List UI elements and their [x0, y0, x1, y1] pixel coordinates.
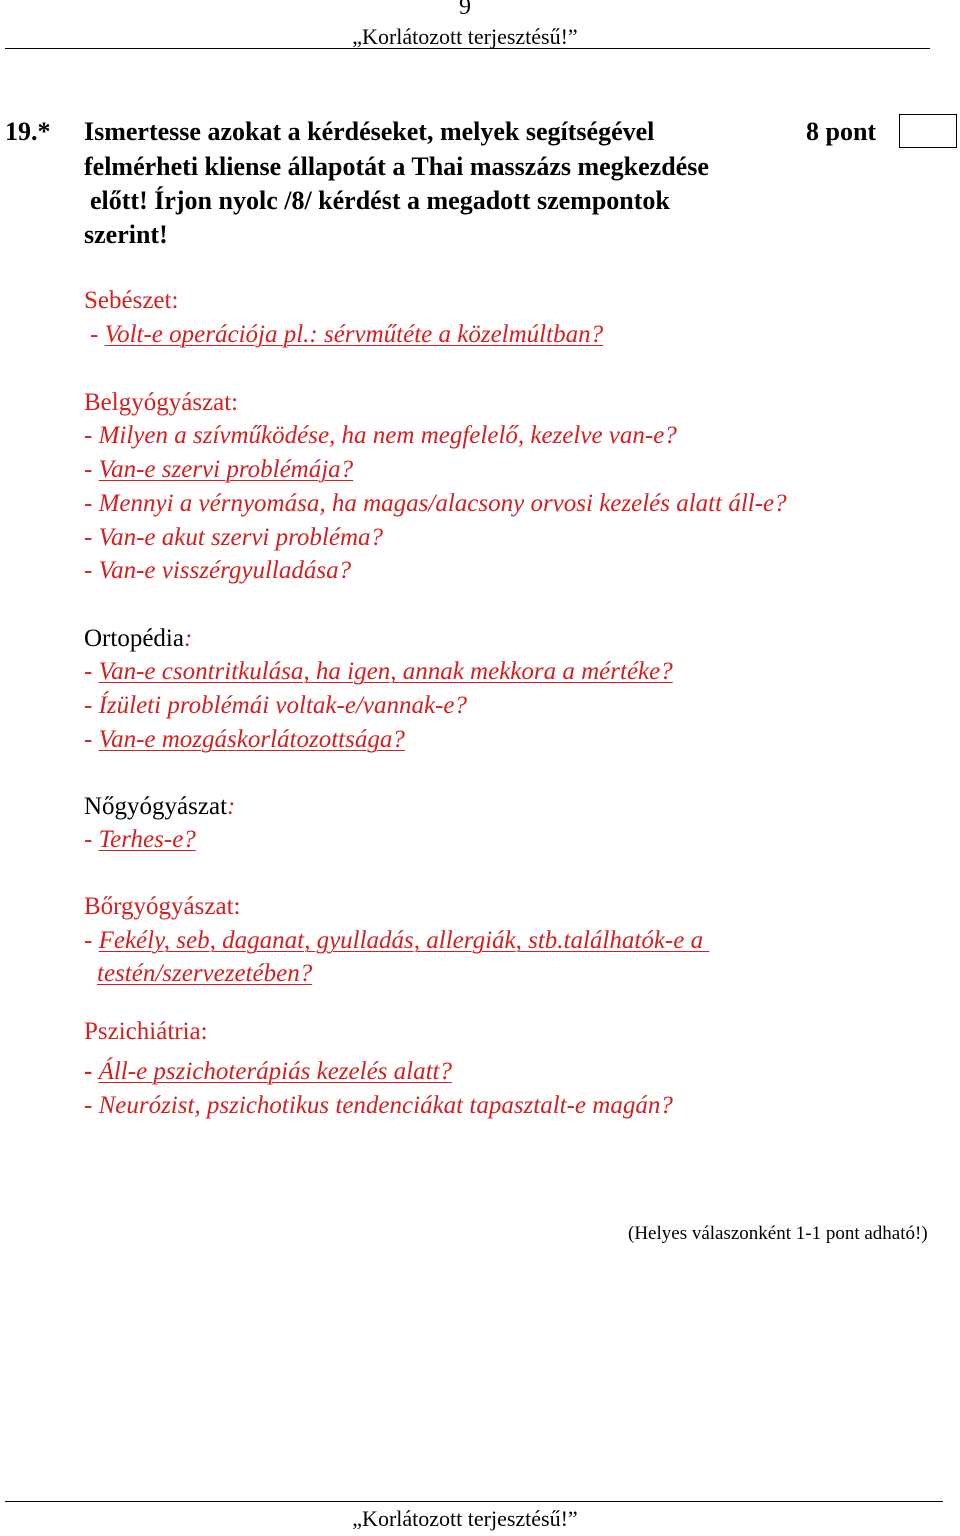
question-text-line-1: Ismertesse azokat a kérdéseket, melyek segítségével: [84, 117, 655, 146]
question-text-line-3: előtt! Írjon nyolc /8/ kérdést a megadott szempontok: [90, 186, 670, 215]
answer-item: - Volt-e operációja pl.: sérvműtéte a közelmúltban?: [90, 321, 604, 348]
scoring-note: (Helyes válaszonként 1-1 pont adható!): [628, 1223, 928, 1244]
answer-item: - Van-e mozgáskorlátozottsága?: [84, 726, 405, 753]
section-heading-text: Ortopédia: [84, 625, 184, 652]
answer-item: - Van-e csontritkulása, ha igen, annak mekkora a mértéke?: [84, 658, 673, 685]
score-box: [899, 114, 957, 148]
answer-item: - Mennyi a vérnyomása, ha magas/alacsony orvosi kezelés alatt áll-e?: [84, 490, 787, 517]
question-text-line-4: szerint!: [84, 220, 168, 249]
answer-text: Van-e mozgáskorlátozottsága?: [98, 726, 405, 753]
answer-text: testén/szervezetében?: [97, 960, 313, 987]
section-heading-pszichiatria: Pszichiátria:: [84, 1018, 208, 1045]
question-text-line-2: felmérheti kliense állapotát a Thai masszázs megkezdése: [84, 152, 709, 181]
answer-item: - Milyen a szívműködése, ha nem megfelelő, kezelve van-e?: [84, 422, 677, 449]
section-heading-text: Nőgyógyászat: [84, 793, 228, 820]
section-heading-suffix: :: [227, 793, 236, 820]
section-heading-sebeszet: Sebészet:: [84, 287, 179, 314]
question-number: 19.*: [5, 117, 51, 146]
answer-text: Van-e visszérgyulladása?: [98, 557, 352, 584]
section-heading-suffix: :: [183, 625, 193, 652]
section-heading-borgyogyaszat: Bőrgyógyászat:: [84, 893, 241, 920]
answer-item: - Ízületi problémái voltak-e/vannak-e?: [84, 692, 467, 719]
answer-text: Terhes-e?: [98, 826, 196, 853]
answer-item: - Van-e visszérgyulladása?: [84, 557, 352, 584]
section-heading-belgyogyaszat: Belgyógyászat:: [84, 389, 239, 416]
answer-text: Ízületi problémái voltak-e/vannak-e?: [98, 692, 467, 719]
answer-text: Volt-e operációja pl.: sérvműtéte a közelmúltban?: [104, 321, 604, 348]
answer-text: Van-e akut szervi probléma?: [98, 524, 384, 551]
section-heading-ortopedia: [84, 625, 192, 653]
answer-text: Neurózist, pszichotikus tendenciákat tapasztalt-e magán?: [98, 1092, 673, 1119]
answer-text: Fekély, seb, daganat, gyulladás, allergiák, stb.találhatók-e a: [98, 927, 710, 954]
header-divider: [5, 48, 930, 49]
question-points: 8 pont: [806, 117, 877, 146]
answer-text: Van-e csontritkulása, ha igen, annak mekkora a mértéke?: [98, 658, 673, 685]
header-title: „Korlátozott terjesztésű!”: [352, 24, 578, 49]
answer-item-continuation: [97, 960, 312, 988]
answer-text: Mennyi a vérnyomása, ha magas/alacsony orvosi kezelés alatt áll-e?: [98, 490, 787, 517]
page-number: 9: [459, 0, 471, 20]
footer-title: „Korlátozott terjesztésű!”: [352, 1506, 578, 1531]
answer-text: Van-e szervi problémája?: [98, 456, 354, 483]
answer-item: - Van-e szervi problémája?: [84, 456, 354, 483]
answer-text: Milyen a szívműködése, ha nem megfelelő, kezelve van-e?: [98, 422, 677, 449]
answer-text: Áll-e pszichoterápiás kezelés alatt?: [98, 1058, 452, 1085]
answer-item: - Van-e akut szervi probléma?: [84, 524, 384, 551]
answer-item: - Neurózist, pszichotikus tendenciákat tapasztalt-e magán?: [84, 1092, 673, 1119]
answer-item: - Terhes-e?: [84, 826, 196, 853]
answer-item: - Fekély, seb, daganat, gyulladás, allergiák, stb.találhatók-e a: [84, 927, 710, 954]
section-heading-nogyogyaszat: [84, 793, 235, 821]
answer-item: - Áll-e pszichoterápiás kezelés alatt?: [84, 1058, 452, 1085]
footer-divider: [5, 1501, 943, 1502]
